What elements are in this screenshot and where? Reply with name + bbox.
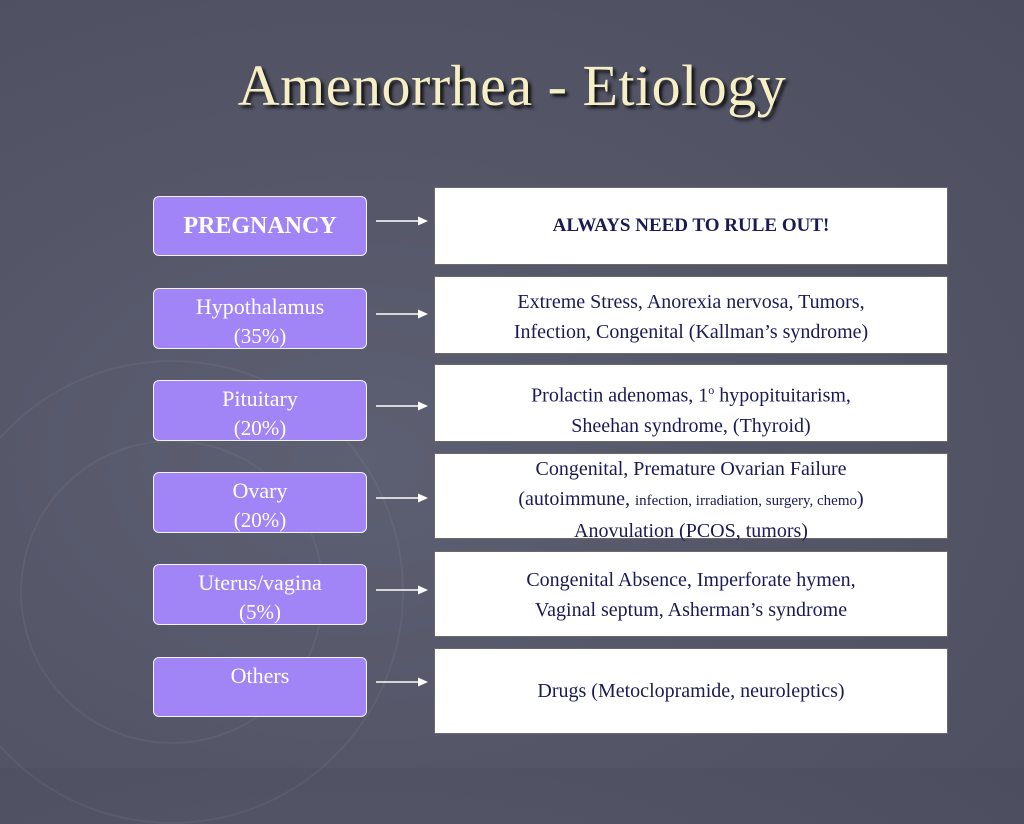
detail-box-pituitary bbox=[434, 364, 948, 442]
detail-box-others bbox=[434, 648, 948, 734]
category-pregnancy bbox=[153, 196, 367, 256]
arrow-icon bbox=[376, 676, 428, 688]
category-others bbox=[153, 657, 367, 717]
arrow-icon bbox=[376, 400, 428, 412]
slide-title: Amenorrhea - Etiology bbox=[237, 53, 787, 118]
category-percent: (20%) bbox=[233, 508, 287, 532]
detail-line: Drugs (Metoclopramide, neuroleptics) bbox=[537, 680, 845, 702]
category-percent: (35%) bbox=[233, 324, 287, 348]
detail-box-ovary bbox=[434, 453, 948, 542]
detail-line: Congenital, Premature Ovarian Failure bbox=[535, 458, 847, 480]
detail-box-pregnancy bbox=[434, 187, 948, 265]
detail-line: ALWAYS NEED TO RULE OUT! bbox=[552, 215, 830, 236]
category-uterus-vagina bbox=[153, 564, 367, 625]
arrow-icon bbox=[376, 584, 428, 596]
superscript-o: o bbox=[708, 383, 715, 397]
category-label: Ovary bbox=[232, 478, 288, 503]
detail-line: Sheehan syndrome, (Thyroid) bbox=[571, 414, 811, 437]
detail-line: Prolactin adenomas, 1$^o$ hypopituitarism, bbox=[531, 383, 851, 407]
category-percent: (20%) bbox=[233, 416, 287, 440]
category-percent: (5%) bbox=[239, 600, 281, 624]
category-pituitary bbox=[153, 380, 367, 441]
category-hypothalamus bbox=[153, 288, 367, 349]
category-label: Others bbox=[230, 663, 290, 688]
category-label: PREGNANCY bbox=[183, 212, 337, 239]
detail-line: Extreme Stress, Anorexia nervosa, Tumors, bbox=[517, 291, 865, 313]
category-label: Pituitary bbox=[222, 386, 298, 411]
detail-box-uterus-vagina bbox=[434, 551, 948, 637]
detail-line: Infection, Congenital (Kallman’s syndrome) bbox=[513, 321, 869, 343]
detail-line: Vaginal septum, Asherman’s syndrome bbox=[534, 599, 848, 621]
category-label: Hypothalamus bbox=[195, 294, 325, 319]
arrow-icon bbox=[376, 492, 428, 504]
arrow-icon bbox=[376, 308, 428, 320]
detail-line: (autoimmune, infection, irradiation, surgery, chemo) bbox=[518, 488, 864, 510]
category-label: Uterus/vagina bbox=[198, 570, 322, 595]
detail-line: Congenital Absence, Imperforate hymen, bbox=[526, 569, 856, 591]
detail-box-hypothalamus bbox=[434, 276, 948, 354]
detail-line: Anovulation (PCOS, tumors) bbox=[574, 520, 808, 542]
arrow-icon bbox=[376, 215, 428, 227]
category-ovary bbox=[153, 472, 367, 533]
